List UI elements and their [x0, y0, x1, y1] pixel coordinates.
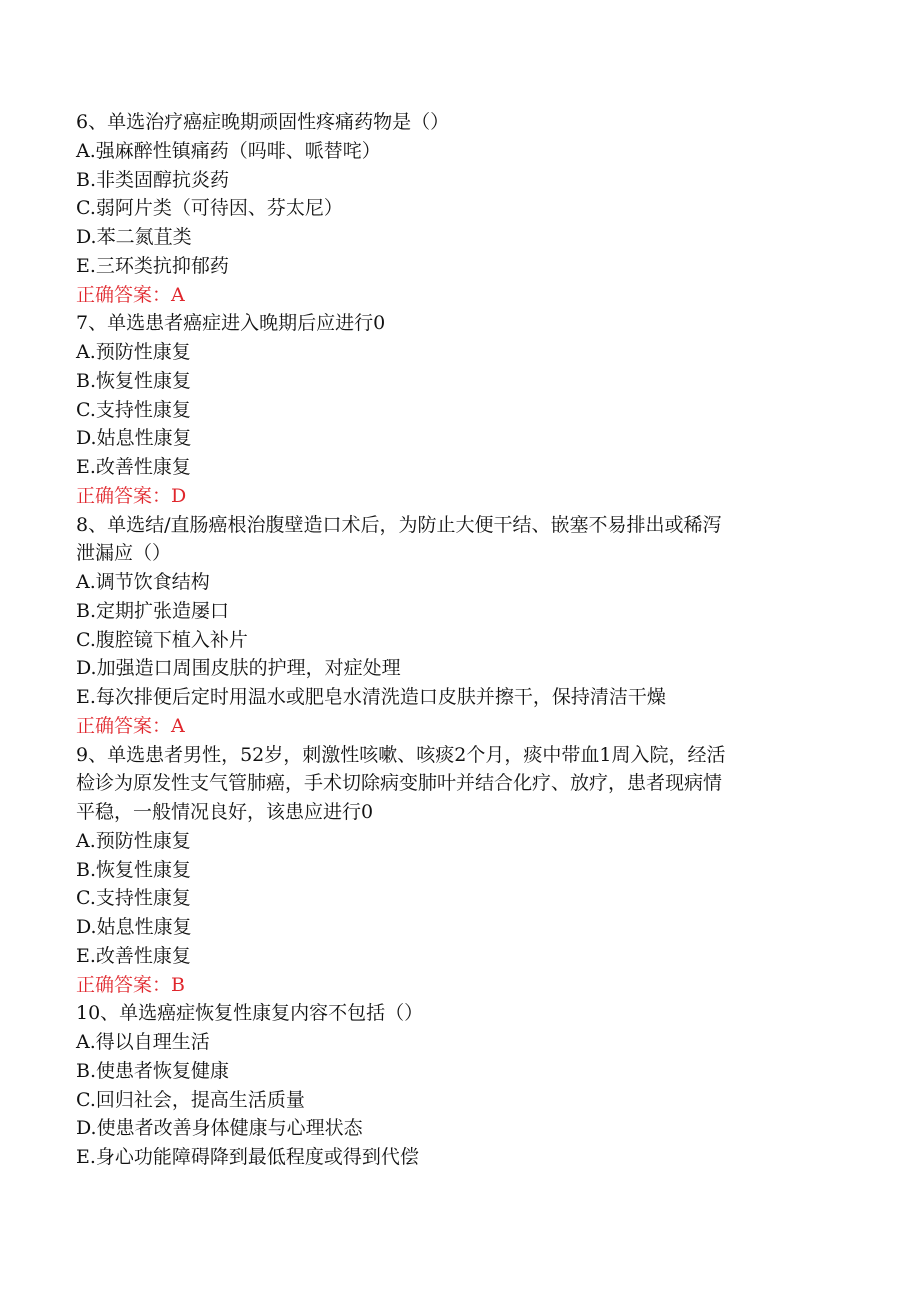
option-e: E.改善性康复: [76, 944, 191, 967]
option-c: C.支持性康复: [76, 887, 191, 910]
option-e: E.三环类抗抑郁药: [76, 254, 229, 277]
question-block: [76, 999, 856, 1172]
question-title-line-1: 9、单选患者男性，52岁，刺激性咳嗽、咳痰2个月，痰中带血1周入院，经活: [76, 743, 726, 766]
question-block: [76, 309, 856, 510]
option-e: E.每次排便后定时用温水或肥皂水清洗造口皮肤并擦干，保持清洁干燥: [76, 686, 666, 708]
correct-answer: 正确答案：A: [76, 283, 185, 306]
option-c: C.回归社会，提高生活质量: [76, 1088, 305, 1111]
question-title-line-2: 检诊为原发性支气管肺癌，手术切除病变肺叶并结合化疗、放疗，患者现病情: [76, 772, 723, 795]
option-a: A.得以自理生活: [76, 1031, 210, 1053]
correct-answer: 正确答案：B: [76, 973, 185, 996]
question-title-line-3: 平稳，一般情况良好，该患应进行0: [76, 801, 374, 823]
option-e: E.身心功能障碍降到最低程度或得到代偿: [76, 1146, 419, 1168]
question-block: [76, 741, 856, 1000]
option-c: C.腹腔镜下植入补片: [76, 628, 248, 651]
option-a: A.强麻醉性镇痛药（吗啡、哌替咤）: [76, 139, 381, 162]
correct-answer: 正确答案：D: [76, 484, 187, 507]
option-b: B.恢复性康复: [76, 369, 192, 392]
question-block: [76, 511, 856, 741]
option-a: A.预防性康复: [76, 341, 191, 363]
question-title: 7、单选患者癌症进入晚期后应进行0: [76, 312, 386, 335]
option-d: D.加强造口周围皮肤的护理，对症处理: [76, 657, 401, 680]
option-c: C.弱阿片类（可待因、芬太尼）: [76, 197, 343, 220]
question-title: 10、单选癌症恢复性康复内容不包括（）: [76, 1002, 424, 1025]
option-b: B.定期扩张造屡口: [76, 599, 230, 622]
question-title-line-1: 8、单选结/直肠癌根治腹壁造口术后，为防止大便干结、嵌塞不易排出或稀泻: [76, 513, 722, 536]
option-a: A.预防性康复: [76, 829, 191, 852]
question-title-line-2: 泄漏应（）: [76, 542, 172, 565]
exam-page: [76, 108, 856, 1172]
option-d: D.使患者改善身体健康与心理状态: [76, 1117, 363, 1140]
correct-answer: 正确答案：A: [76, 714, 185, 737]
question-title: 6、单选治疗癌症晚期顽固性疼痛药物是（）: [76, 111, 450, 133]
option-b: B.使患者恢复健康: [76, 1059, 230, 1082]
option-e: E.改善性康复: [76, 456, 191, 478]
question-block: [76, 108, 856, 309]
option-d: D.姑息性康复: [76, 916, 192, 938]
option-b: B.恢复性康复: [76, 858, 192, 881]
option-b: B.非类固醇抗炎药: [76, 168, 230, 191]
option-d: D.苯二氮苴类: [76, 226, 192, 248]
option-c: C.支持性康复: [76, 398, 191, 421]
option-d: D.姑息性康复: [76, 427, 192, 450]
option-a: A.调节饮食结构: [76, 571, 210, 593]
